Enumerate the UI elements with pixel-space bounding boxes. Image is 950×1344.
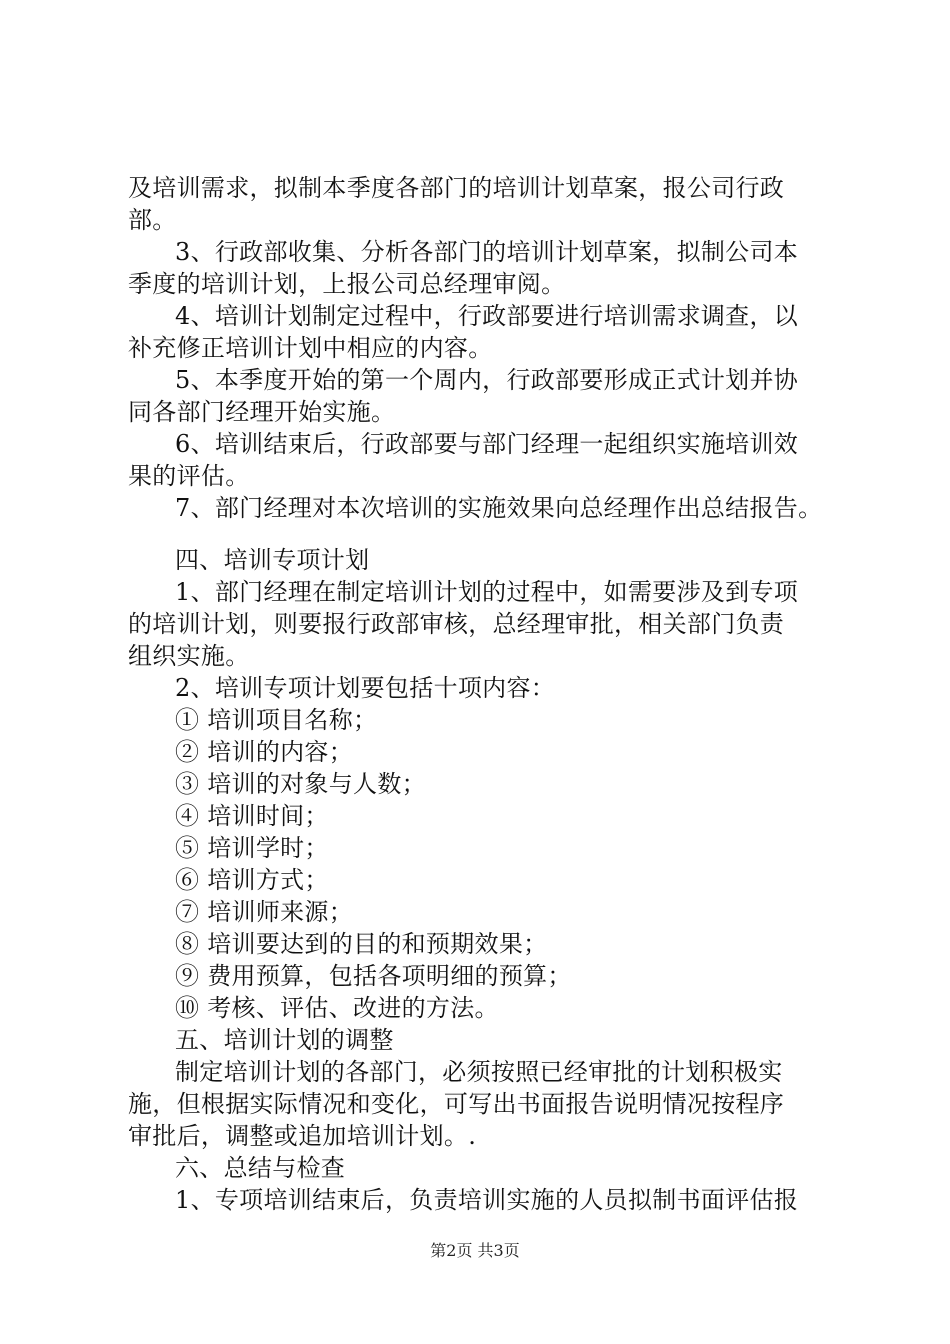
list-item: ② 培训的内容； [175,738,354,766]
document-body [128,172,843,1216]
list-item: ⑩ 考核、评估、改进的方法。 [175,994,499,1022]
text-line: 果的评估。 [128,462,250,490]
text-line: 1、专项培训结束后，负责培训实施的人员拟制书面评估报 [175,1186,799,1214]
text-line: 部。 [128,206,177,234]
text-line: 同各部门经理开始实施。 [128,398,396,426]
text-line: 季度的培训计划，上报公司总经理审阅。 [128,270,566,298]
text-line: 审批后，调整或追加培训计划。. [128,1122,477,1150]
text-line: 组织实施。 [128,642,250,670]
section-heading: 五、培训计划的调整 [175,1026,394,1054]
text-line: 的培训计划，则要报行政部审核，总经理审批，相关部门负责 [128,610,785,638]
paragraph-gap [128,524,843,544]
list-item: ③ 培训的对象与人数； [175,770,426,798]
text-line: 及培训需求，拟制本季度各部门的培训计划草案，报公司行政 [128,174,785,202]
text-line: 4、培训计划制定过程中，行政部要进行培训需求调查，以 [175,302,799,330]
page-footer [0,1240,950,1262]
list-item: ⑨ 费用预算，包括各项明细的预算； [175,962,572,990]
list-item: ⑧ 培训要达到的目的和预期效果； [175,930,548,958]
list-item: ⑦ 培训师来源； [175,898,354,926]
list-item: ① 培训项目名称； [175,706,378,734]
text-line: 施，但根据实际情况和变化，可写出书面报告说明情况按程序 [128,1090,785,1118]
list-item: ④ 培训时间； [175,802,329,830]
text-line: 制定培训计划的各部门，必须按照已经审批的计划积极实 [175,1058,783,1086]
text-line: 补充修正培训计划中相应的内容。 [128,334,493,362]
list-item: ⑥ 培训方式； [175,866,329,894]
text-line: 5、本季度开始的第一个周内，行政部要形成正式计划并协 [175,366,799,394]
text-line: 3、行政部收集、分析各部门的培训计划草案，拟制公司本 [175,238,799,266]
section-heading: 四、培训专项计划 [175,546,370,574]
page-number-label: 第2页 共3页 [430,1241,520,1260]
section-heading: 六、总结与检查 [175,1154,346,1182]
list-item: ⑤ 培训学时； [175,834,329,862]
text-line: 6、培训结束后，行政部要与部门经理一起组织实施培训效 [175,430,799,458]
text-line: 1、部门经理在制定培训计划的过程中，如需要涉及到专项 [175,578,799,606]
text-line: 2、培训专项计划要包括十项内容： [175,674,556,702]
text-line: 7、部门经理对本次培训的实施效果向总经理作出总结报告。 [175,494,823,522]
